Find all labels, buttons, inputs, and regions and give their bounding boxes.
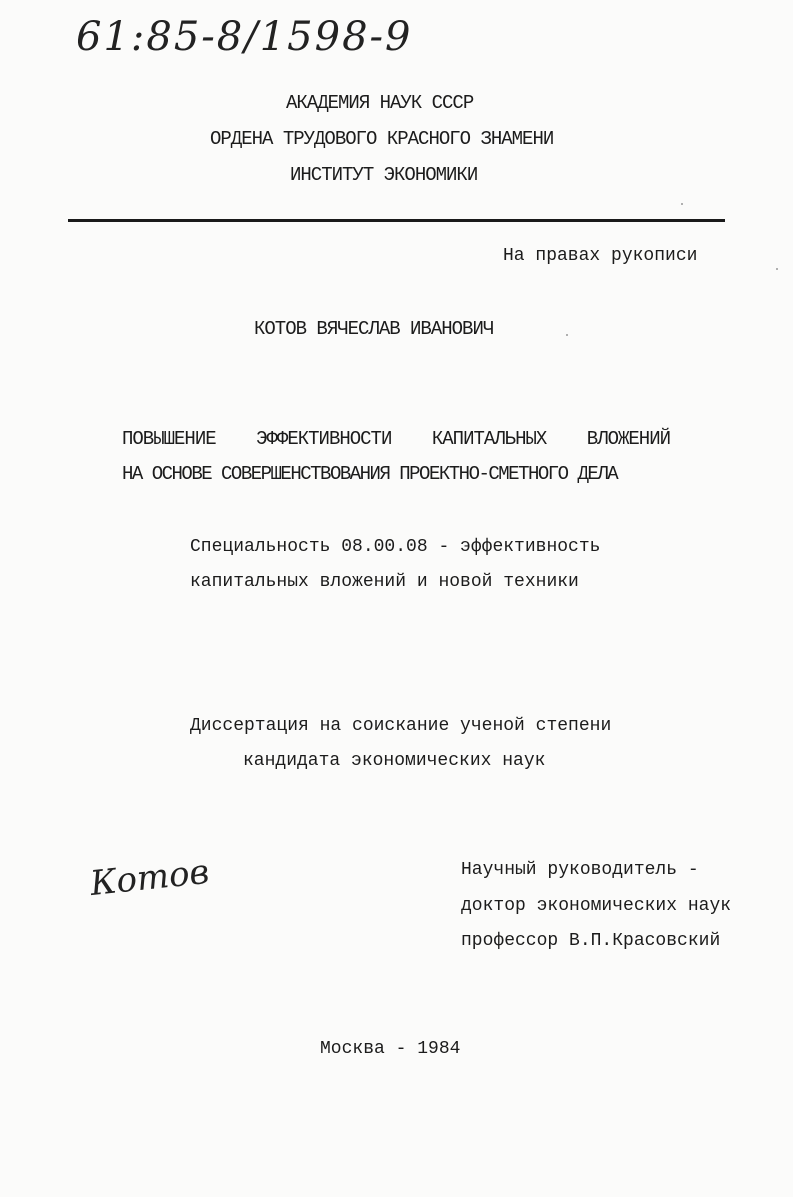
institution-line-2: ОРДЕНА ТРУДОВОГО КРАСНОГО ЗНАМЕНИ bbox=[210, 128, 554, 150]
author-signature: Котов bbox=[88, 851, 212, 905]
supervisor-line-3: профессор В.П.Красовский bbox=[461, 931, 721, 951]
title-word-2: ЭФФЕКТИВНОСТИ bbox=[256, 428, 392, 450]
specialty-line-1: Специальность 08.00.08 - эффективность bbox=[190, 537, 601, 557]
archive-code: 61:85-8/1598-9 bbox=[76, 14, 413, 60]
scan-speck bbox=[566, 334, 568, 336]
supervisor-line-2: доктор экономических наук bbox=[461, 896, 732, 916]
supervisor-line-1: Научный руководитель - bbox=[461, 860, 699, 880]
dissertation-line-2: кандидата экономических наук bbox=[243, 751, 546, 771]
scan-speck bbox=[681, 203, 683, 205]
specialty-line-2: капитальных вложений и новой техники bbox=[190, 572, 579, 592]
manuscript-note: На правах рукописи bbox=[503, 246, 698, 266]
author-name: КОТОВ ВЯЧЕСЛАВ ИВАНОВИЧ bbox=[254, 318, 494, 340]
institution-line-1: АКАДЕМИЯ НАУК СССР bbox=[286, 92, 474, 114]
title-word-4: ВЛОЖЕНИЙ bbox=[586, 428, 670, 450]
place-year: Москва - 1984 bbox=[320, 1039, 461, 1059]
title-line-2: НА ОСНОВЕ СОВЕРШЕНСТВОВАНИЯ ПРОЕКТНО-СМЕТНОГО ДЕЛА bbox=[122, 463, 618, 485]
dissertation-line-1: Диссертация на соискание ученой степени bbox=[190, 716, 612, 736]
scan-speck bbox=[776, 268, 778, 270]
title-word-1: ПОВЫШЕНИЕ bbox=[122, 428, 216, 450]
title-line-1 bbox=[122, 428, 670, 450]
institution-line-3: ИНСТИТУТ ЭКОНОМИКИ bbox=[290, 164, 478, 186]
title-word-3: КАПИТАЛЬНЫХ bbox=[431, 428, 547, 450]
header-rule bbox=[68, 219, 725, 222]
